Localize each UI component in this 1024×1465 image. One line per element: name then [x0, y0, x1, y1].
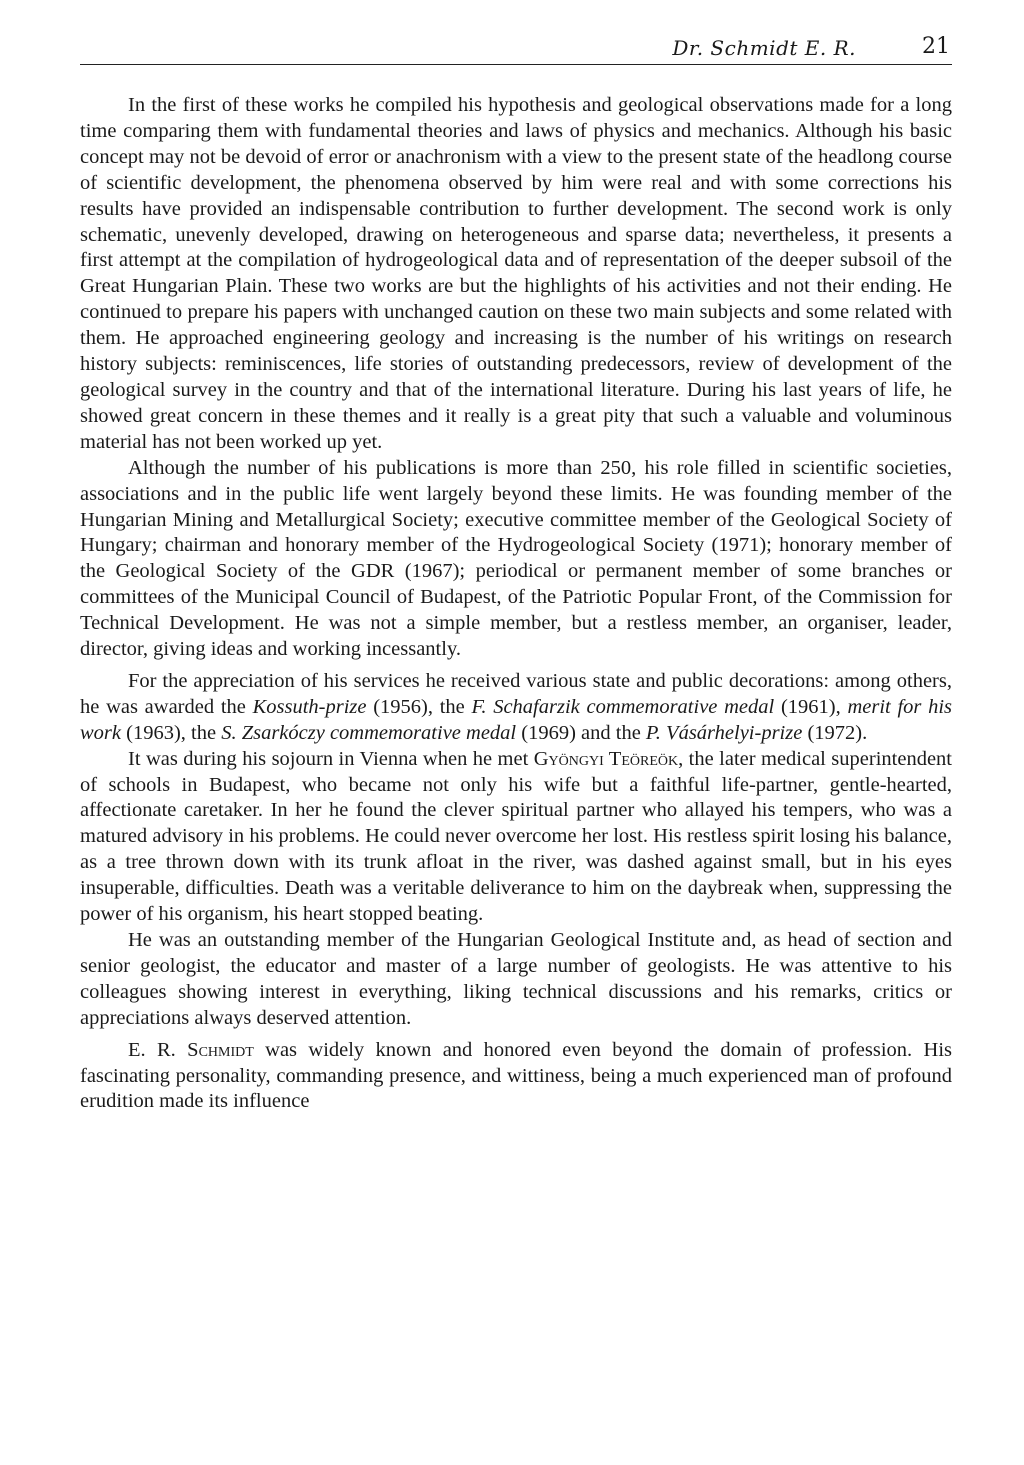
- award-merit: merit for his work: [80, 695, 953, 744]
- award-schafarzik: F. Schafarzik commemorative medal: [471, 695, 775, 718]
- body-text: [80, 93, 952, 1115]
- paragraph-awards: For the appreciation of his services he received various state and public decorations: among others, he was awarded the Kossuth-prize (1956), the F. Schafarzik commemorative medal (1961), merit for his work (1963), the S. Zsarkóczy commemorative medal (1969) and the P. Vásárhelyi-prize (1972).: [80, 669, 953, 744]
- paragraph-works: In the first of these works he compiled his hypothesis and geological observations made for a long time comparing them with fundamental theories and laws of physics and mechanics. Although his basic concept may not be devoid of error or anachronism with a view to the present state of the headlong course of scientific development, the phenomena observed by him were real and with some corrections his results have provided an indispensable contribution to further development. The second work is only schematic, unevenly developed, drawing on heterogeneous and sparse data; nevertheless, it presents a first attempt at the compilation of hydrogeological data and of representation of the deeper subsoil of the Great Hungarian Plain. These two works are but the highlights of his activities and not their ending. He continued to prepare his papers with unchanged caution on these two main subjects and some related with them. He approached engineering geology and increasing is the number of his writings on research history subjects: reminiscences, life stories of outstanding predecessors, review of development of the geological survey in the country and that of the international literature. During his last years of life, he showed great concern in these themes and it really is a great pity that such a valuable and voluminous material has not been worked up yet.: [80, 94, 952, 453]
- running-head: Dr. Schmidt E. R.: [672, 36, 856, 60]
- paragraph-institute: He was an outstanding member of the Hungarian Geological Institute and, as head of section and senior geologist, the educator and master of a large number of geologists. He was attentive to his colleagues showing interest in everything, liking technical discussions and his remarks, critics or appreciations always deserved attention.: [80, 929, 952, 1029]
- paragraph-societies: Although the number of his publications is more than 250, his role filled in scientific societies, associations and in the public life went largely beyond these limits. He was founding member of the Hungarian Mining and Metallurgical Society; executive committee member of the Geological Society of Hungary; chairman and honorary member of the Hydrogeological Society (1971); honorary member of the Geological Society of the GDR (1967); periodical or permanent member of some branches or committees of the Municipal Council of Budapest, of the Patriotic Popular Front, of the Commission for Technical Development. He was not a simple member, but a restless member, an organiser, leader, director, giving ideas and working incessantly.: [80, 456, 952, 661]
- page-header: [80, 28, 952, 65]
- paragraph-wife: It was during his sojourn in Vienna when he met Gyöngyi Teöreök, the later medical superintendent of schools in Budapest, who became not only his wife but a faithful life-partner, gentle-hearted, affectionate caretaker. In her he found the clever spiritual partner who allayed his tempers, who was a matured advisory in his problems. He could never overcome her lost. His restless spirit losing his balance, as a tree thrown down with its trunk afloat in the river, was dashed against small, but in his eyes insuperable, difficulties. Death was a veritable deliverance to him on the daybreak when, suppressing the power of his organism, his heart stopped beating.: [80, 747, 952, 926]
- page-number: 21: [922, 34, 950, 59]
- document-page: [80, 28, 952, 1115]
- name-teoreok: Gyöngyi Teöreök: [533, 747, 679, 770]
- award-vasarhelyi: P. Vásárhelyi-prize: [645, 721, 803, 744]
- award-kossuth: Kossuth-prize: [252, 695, 367, 718]
- award-zsarkoczy: S. Zsarkóczy commemorative medal: [221, 721, 517, 744]
- paragraph-influence: E. R. Schmidt was widely known and honored even beyond the domain of profession. His fascinating personality, commanding presence, and wittiness, being a much experienced man of profound erudition made its influence: [80, 1038, 953, 1113]
- name-schmidt: Schmidt: [187, 1038, 254, 1061]
